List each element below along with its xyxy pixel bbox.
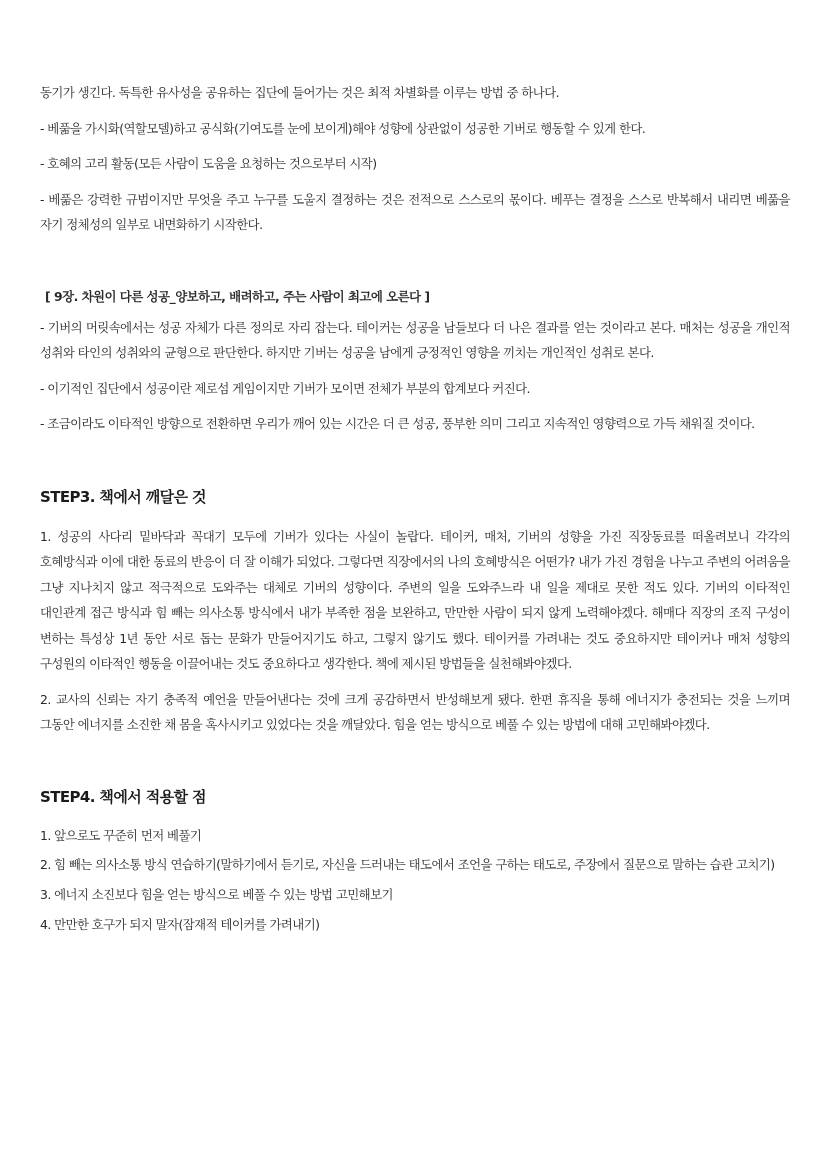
numbered-paragraph: 1. 성공의 사다리 밑바닥과 꼭대기 모두에 기버가 있다는 사실이 놀랍다. 테이커, 매처, 기버의 성향을 가진 직장동료를 떠올려보니 각각의 호혜방식과 이에 대한 동료의 반응이 더 잘 이해가 되었다. 그렇다면 직장에서의 나의 호혜방식은 어떤가? 내가 가진 경험을 나누고 주변의 어려움을 그냥 지나치지 않고 적극적으로 도와주는 대체로 기버의 성향이다. 주변의 일을 도와주느라 내 일을 제대로 못한 적도 있다. 기버의 이타적인 대인관계 접근 방식과 힘 빼는 의사소통 방식에서 내가 부족한 점을 보완하고, 만만한 사람이 되지 않게 노력해야겠다. 해매다 직장의 조직 구성이 변하는 특성상 1년 동안 서로 돕는 문화가 만들어지기도 하고, 그렇지 않기도 했다. 테이커를 가려내는 것도 중요하지만 테이커나 매처 성향의 구성원의 이타적인 행동을 이끌어내는 것도 중요하다고 생각한다. 책에 제시된 방법들을 실천해봐야겠다. (40, 528, 790, 671)
list-item: 2. 힘 빼는 의사소통 방식 연습하기(말하기에서 듣기로, 자신을 드러내는 태도에서 조언을 구하는 태도로, 주장에서 질문으로 말하는 습관 고치기) (40, 857, 775, 872)
step3-section (40, 485, 790, 738)
step4-section (40, 785, 790, 938)
list-item: 1. 앞으로도 꾸준히 먼저 베풀기 (40, 827, 202, 843)
chapter-title: [ 9장. 차원이 다른 성공_양보하고, 배려하고, 주는 사람이 최고에 오른다 ] (45, 288, 430, 304)
bullet-paragraph: - 조금이라도 이타적인 방향으로 전환하면 우리가 깨어 있는 시간은 더 큰 성공, 풍부한 의미 그리고 지속적인 영향력으로 가득 채워질 것이다. (40, 416, 755, 431)
numbered-paragraph: 2. 교사의 신뢰는 자기 충족적 예언을 만들어낸다는 것에 크게 공감하면서 반성해보게 됐다. 한편 휴직을 통해 에너지가 충전되는 것을 느끼며 그동안 에너지를 소진한 채 몸을 혹사시키고 있었다는 것을 깨달았다. 힘을 얻는 방식으로 베풀 수 있는 방법에 대해 고민해봐야겠다. (40, 691, 790, 732)
document-page (40, 80, 790, 937)
chapter-9-section (40, 285, 790, 437)
section-heading: STEP3. 책에서 깨달은 것 (40, 487, 206, 506)
paragraph: 동기가 생긴다. 독특한 유사성을 공유하는 집단에 들어가는 것은 최적 차별화를 이루는 방법 중 하나다. (40, 85, 560, 100)
list-item: 3. 에너지 소진보다 힘을 얻는 방식으로 베풀 수 있는 방법 고민해보기 (40, 887, 393, 902)
section-heading: STEP4. 책에서 적용할 점 (40, 787, 206, 806)
bullet-paragraph: - 호혜의 고리 활동(모든 사람이 도움을 요청하는 것으로부터 시작) (40, 156, 377, 171)
bullet-paragraph: - 베풂을 가시화(역할모델)하고 공식화(기여도를 눈에 보이게)해야 성향에 상관없이 성공한 기버로 행동할 수 있게 한다. (40, 120, 646, 136)
list-item: 4. 만만한 호구가 되지 말자(잠재적 테이커를 가려내기) (40, 916, 320, 932)
bullet-paragraph: - 베풂은 강력한 규범이지만 무엇을 주고 누구를 도울지 결정하는 것은 전적으로 스스로의 몫이다. 베푸는 결정을 스스로 반복해서 내리면 베풂을 자기 정체성의 일부로 내면화하기 시작한다. (40, 191, 790, 232)
bullet-paragraph: - 이기적인 집단에서 성공이란 제로섬 게임이지만 기버가 모이면 전체가 부분의 합계보다 커진다. (40, 380, 530, 396)
bullet-paragraph: - 기버의 머릿속에서는 성공 자체가 다른 정의로 자리 잡는다. 테이커는 성공을 남들보다 더 나은 결과를 얻는 것이라고 본다. 매처는 성공을 개인적 성취와 타인의 성취와의 균형으로 판단한다. 하지만 기버는 성공을 남에게 긍정적인 영향을 끼치는 개인적인 성취로 본다. (40, 319, 790, 360)
section-intro (40, 80, 790, 238)
